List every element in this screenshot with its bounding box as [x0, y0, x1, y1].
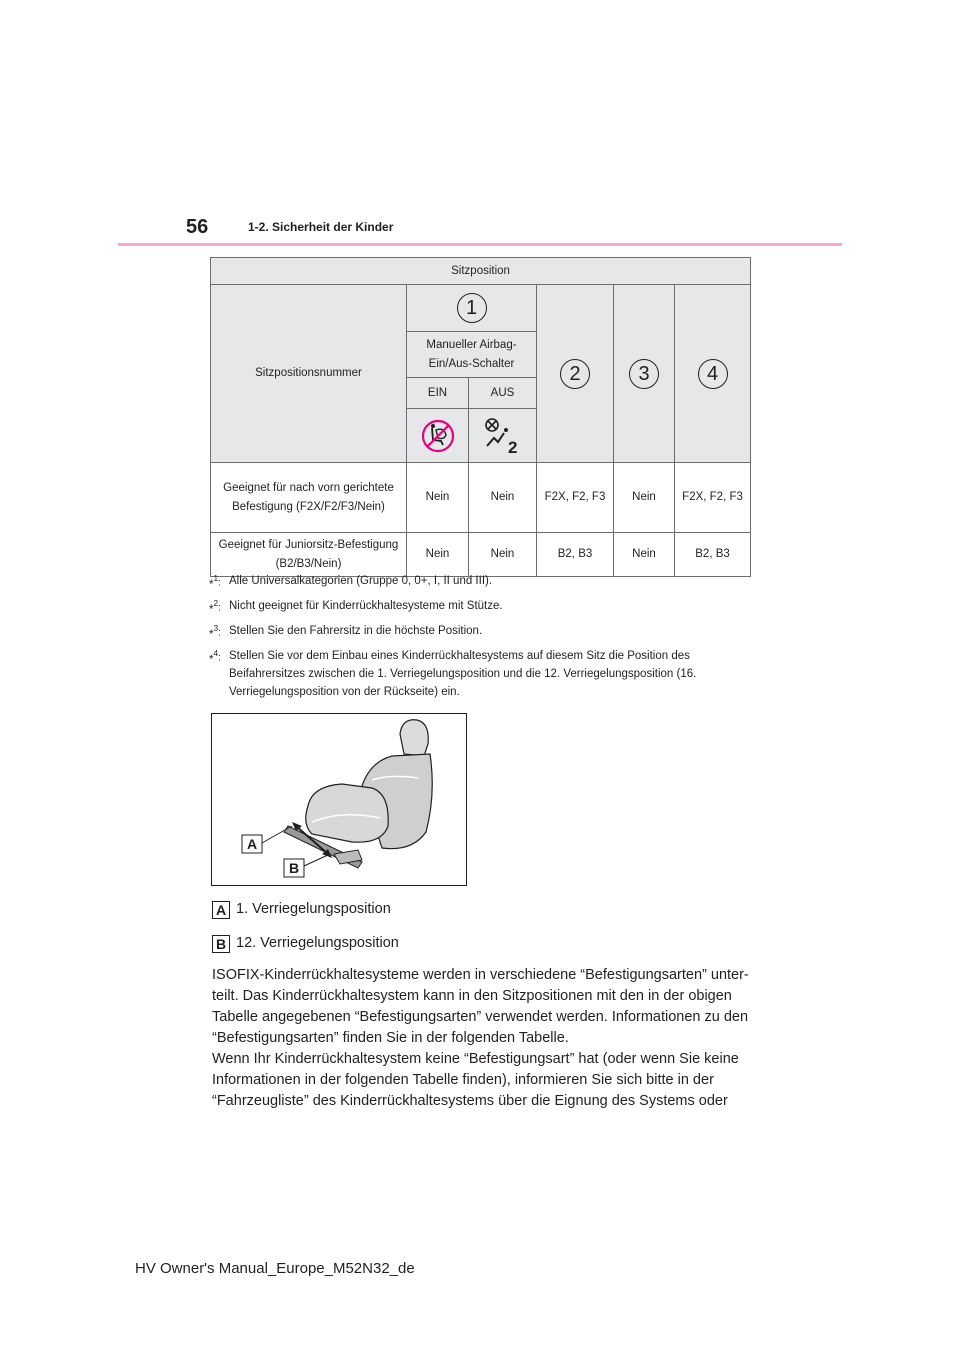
position-1-badge: 1: [457, 293, 487, 323]
figure-label-a: A: [246, 836, 258, 852]
footnote-text: Stellen Sie den Fahrersitz in die höchste Position.: [229, 625, 483, 637]
legend-key: A: [212, 901, 230, 919]
row-forward-label: Geeignet für nach vorn gerichtete Befestigung (F2X/F2/F3/Nein): [211, 463, 407, 533]
table-cell: B2, B3: [537, 533, 614, 577]
footer: HV Owner's Manual_Europe_M52N32_de: [135, 1260, 415, 1277]
row-label-seat-number: Sitzpositionsnummer: [211, 285, 407, 463]
aus-label: AUS: [469, 378, 537, 409]
page-number: 56: [186, 216, 209, 238]
svg-text:2: 2: [507, 437, 517, 456]
airbag-on-icon: [469, 409, 537, 463]
paragraph: ISOFIX-Kinderrückhaltesysteme werden in verschiedene “Befestigungsarten” unter-teilt. Das Kinderrückhaltesystem kann in den Sitzpositionen mit den in der obigen Tabelle angegebenen “Befestigungsarten” verwendet werden. Informationen zu den “Befestigungsarten” finden Sie in der folgenden Tabelle.: [212, 967, 749, 1046]
footnote-text: Alle Universalkategorien (Gruppe 0, 0+, I, II und III).: [229, 575, 493, 587]
seat-position-table: [210, 257, 751, 577]
footnote: *$^1$: Alle Universalkategorien (Gruppe 0, 0+, I, II und III).: [209, 573, 493, 592]
table-cell: F2X, F2, F3: [537, 463, 614, 533]
row-booster-label: Geeignet für Juniorsitz-Befestigung (B2/B3/Nein): [211, 533, 407, 577]
figure-label-b: B: [288, 860, 300, 876]
footnote: *$^3$: Stellen Sie den Fahrersitz in die höchste Position.: [209, 623, 483, 642]
position-4-badge: 4: [698, 359, 728, 389]
footnote: *$^2$: Nicht geeignet für Kinderrückhaltesysteme mit Stütze.: [209, 598, 503, 617]
table-cell: Nein: [469, 533, 537, 577]
body-text: [212, 965, 772, 1112]
legend-item-a: [212, 901, 391, 919]
table-title: Sitzposition: [211, 258, 751, 285]
ein-label: EIN: [407, 378, 469, 409]
position-3-badge: 3: [629, 359, 659, 389]
seat-illustration: [211, 713, 467, 886]
table-cell: B2, B3: [675, 533, 751, 577]
position-2-badge: 2: [560, 359, 590, 389]
table-cell: F2X, F2, F3: [675, 463, 751, 533]
header-rule: [118, 243, 842, 246]
footnote-text: Stellen Sie vor dem Einbau eines Kinderrückhaltesystems auf diesem Sitz die Position des Beifahrersitzes zwischen die 1. Verriegelungsposition und die 12. Verriegelungsposition (16. Verriegelungsposition von der Rückseite) ein.: [229, 650, 697, 698]
legend-key: B: [212, 935, 230, 953]
table-cell: Nein: [407, 533, 469, 577]
airbag-off-icon: [407, 409, 469, 463]
table-cell: Nein: [407, 463, 469, 533]
legend-text: 1. Verriegelungsposition: [236, 901, 391, 917]
section-title: 1-2. Sicherheit der Kinder: [248, 220, 394, 234]
table-cell: Nein: [469, 463, 537, 533]
airbag-switch-label: Manueller Airbag-Ein/Aus-Schalter: [407, 332, 537, 378]
legend-item-b: [212, 935, 399, 953]
footnote-text: Nicht geeignet für Kinderrückhaltesysteme mit Stütze.: [229, 600, 503, 612]
table-cell: Nein: [614, 463, 675, 533]
paragraph: Wenn Ihr Kinderrückhaltesystem keine “Befestigungsart” hat (oder wenn Sie keine Informationen in der folgenden Tabelle finden), informieren Sie sich bitte in der “Fahrzeugliste” des Kinderrückhaltesystems über die Eignung des Systems oder: [212, 1051, 739, 1109]
legend-text: 12. Verriegelungsposition: [236, 935, 399, 951]
footnotes: [209, 572, 769, 708]
table-cell: Nein: [614, 533, 675, 577]
footnote: *$^4$: Stellen Sie vor dem Einbau eines Kinderrückhaltesystems auf diesem Sitz die Position des Beifahrersitzes zwischen die 1. Verriegelungsposition und die 12. Verriegelungsposition (16. Verriegelungsposition von der Rückseite) ein.: [209, 648, 697, 698]
